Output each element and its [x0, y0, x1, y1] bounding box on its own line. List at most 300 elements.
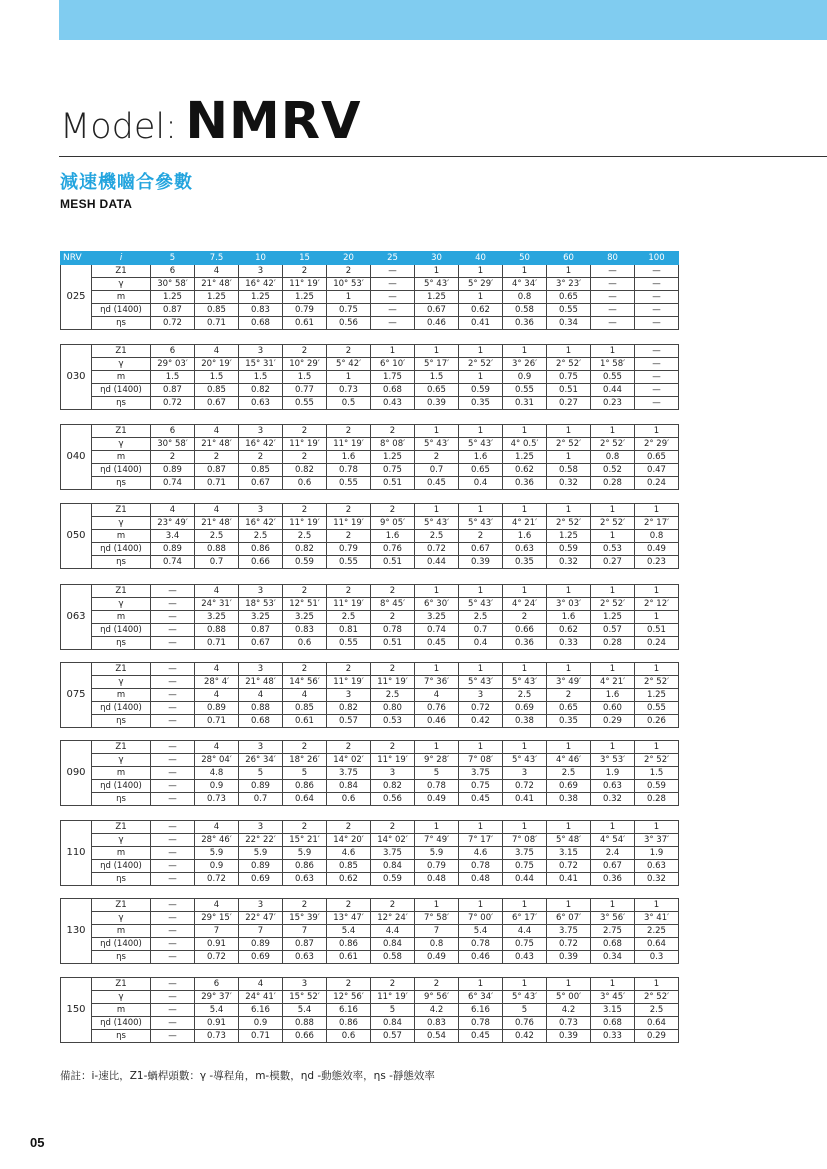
table-cell: 2: [283, 821, 327, 834]
table-cell: 0.44: [415, 556, 459, 569]
table-cell: 1.25: [283, 291, 327, 304]
table-cell: 0.23: [591, 397, 635, 410]
table-cell: 0.29: [591, 715, 635, 728]
table-cell: —: [635, 345, 679, 358]
table-row: [61, 304, 679, 317]
table-cell: —: [151, 847, 195, 860]
table-cell: 4° 46′: [547, 754, 591, 767]
table-cell: 1: [547, 821, 591, 834]
table-cell: 0.44: [503, 873, 547, 886]
table-cell: 0.72: [151, 397, 195, 410]
table-cell: 1.6: [459, 451, 503, 464]
table-cell: 0.71: [239, 1030, 283, 1043]
table-cell: 5° 17′: [415, 358, 459, 371]
table-cell: 0.55: [327, 556, 371, 569]
table-cell: 0.9: [503, 371, 547, 384]
header-ratio-20: 20: [327, 252, 371, 265]
table-cell: 2.5: [459, 611, 503, 624]
table-cell: 6° 10′: [371, 358, 415, 371]
table-cell: 1.25: [415, 291, 459, 304]
table-cell: 2.75: [591, 925, 635, 938]
row-label: m: [92, 1004, 151, 1017]
table-cell: 0.39: [547, 1030, 591, 1043]
table-cell: —: [151, 912, 195, 925]
table-cell: 0.67: [459, 543, 503, 556]
table-cell: 0.8: [415, 938, 459, 951]
header-ratio-7.5: 7.5: [195, 252, 239, 265]
table-cell: 1: [635, 741, 679, 754]
table-cell: 1: [415, 265, 459, 278]
table-cell: 0.85: [195, 304, 239, 317]
row-label: m: [92, 291, 151, 304]
table-cell: 0.73: [547, 1017, 591, 1030]
table-cell: 1: [635, 585, 679, 598]
mesh-table-050: [60, 503, 679, 569]
table-cell: 5: [503, 1004, 547, 1017]
table-cell: 1: [547, 978, 591, 991]
row-label: γ: [92, 991, 151, 1004]
row-label: γ: [92, 358, 151, 371]
table-cell: 1: [459, 265, 503, 278]
table-cell: —: [371, 291, 415, 304]
table-cell: 0.83: [283, 624, 327, 637]
table-cell: 0.28: [591, 637, 635, 650]
table-cell: 2: [547, 689, 591, 702]
table-cell: 2.5: [239, 530, 283, 543]
table-cell: 0.79: [327, 543, 371, 556]
table-cell: 30° 58′: [151, 438, 195, 451]
table-cell: 11° 19′: [327, 438, 371, 451]
table-cell: 1.25: [371, 451, 415, 464]
table-cell: 14° 20′: [327, 834, 371, 847]
row-label: γ: [92, 517, 151, 530]
table-cell: 1: [459, 978, 503, 991]
table-row: [61, 847, 679, 860]
table-cell: —: [635, 278, 679, 291]
table-cell: 6° 17′: [503, 912, 547, 925]
table-cell: 0.58: [503, 304, 547, 317]
table-cell: 2: [327, 899, 371, 912]
table-cell: 0.87: [195, 464, 239, 477]
table-cell: 8° 08′: [371, 438, 415, 451]
table-cell: 1: [459, 371, 503, 384]
table-cell: 5° 29′: [459, 278, 503, 291]
table-cell: 0.67: [239, 637, 283, 650]
table-row: [61, 689, 679, 702]
table-cell: 0.83: [415, 1017, 459, 1030]
table-cell: 0.46: [415, 715, 459, 728]
table-cell: —: [151, 624, 195, 637]
table-cell: —: [151, 689, 195, 702]
table-cell: 9° 05′: [371, 517, 415, 530]
table-cell: 29° 03′: [151, 358, 195, 371]
row-label: ηs: [92, 951, 151, 964]
table-cell: 0.69: [239, 873, 283, 886]
row-label: ηd (1400): [92, 938, 151, 951]
table-cell: 0.60: [591, 702, 635, 715]
table-cell: 0.76: [503, 1017, 547, 1030]
table-cell: 0.9: [195, 780, 239, 793]
table-cell: 3.4: [151, 530, 195, 543]
table-cell: 0.27: [547, 397, 591, 410]
row-label: ηd (1400): [92, 780, 151, 793]
table-row: [61, 637, 679, 650]
table-cell: 1: [459, 663, 503, 676]
table-cell: 1: [459, 899, 503, 912]
table-cell: 2.5: [635, 1004, 679, 1017]
table-cell: 15° 52′: [283, 991, 327, 1004]
table-cell: 0.62: [503, 464, 547, 477]
table-cell: 1: [591, 663, 635, 676]
table-cell: 0.67: [591, 860, 635, 873]
table-cell: 0.36: [503, 637, 547, 650]
table-cell: 1: [547, 451, 591, 464]
table-cell: 1: [503, 821, 547, 834]
table-cell: 0.68: [591, 1017, 635, 1030]
table-cell: 1: [503, 425, 547, 438]
table-cell: 0.28: [635, 793, 679, 806]
table-cell: 4° 21′: [591, 676, 635, 689]
row-label: ηd (1400): [92, 304, 151, 317]
table-cell: 14° 02′: [327, 754, 371, 767]
table-cell: 2.5: [415, 530, 459, 543]
table-cell: 2: [283, 741, 327, 754]
table-cell: 7° 17′: [459, 834, 503, 847]
row-label: ηs: [92, 556, 151, 569]
table-cell: —: [151, 676, 195, 689]
table-cell: —: [151, 978, 195, 991]
table-cell: 5.9: [239, 847, 283, 860]
table-cell: 2: [371, 425, 415, 438]
table-cell: —: [151, 715, 195, 728]
row-label: ηd (1400): [92, 384, 151, 397]
table-cell: 0.63: [283, 951, 327, 964]
table-cell: 3: [239, 504, 283, 517]
table-cell: 2° 52′: [635, 991, 679, 1004]
row-label: m: [92, 451, 151, 464]
subtitle-english: MESH DATA: [60, 197, 133, 211]
table-cell: 2.5: [327, 611, 371, 624]
mesh-table-025: [60, 251, 679, 330]
table-cell: 1: [371, 345, 415, 358]
page-number: 05: [30, 1135, 45, 1150]
table-cell: —: [635, 397, 679, 410]
mesh-table-030: [60, 344, 679, 410]
table-row: [61, 556, 679, 569]
table-cell: 14° 02′: [371, 834, 415, 847]
table-header-row: [61, 252, 679, 265]
table-cell: 0.61: [327, 951, 371, 964]
row-label: ηs: [92, 397, 151, 410]
table-row: [61, 585, 679, 598]
table-cell: 1.9: [635, 847, 679, 860]
table-cell: 3.25: [239, 611, 283, 624]
table-cell: 1: [591, 585, 635, 598]
table-cell: 0.41: [459, 317, 503, 330]
row-label: m: [92, 611, 151, 624]
table-cell: —: [151, 702, 195, 715]
row-label: m: [92, 847, 151, 860]
mesh-table-040: [60, 424, 679, 490]
table-cell: 12° 24′: [371, 912, 415, 925]
table-cell: 0.89: [239, 860, 283, 873]
table-cell: 15° 39′: [283, 912, 327, 925]
table-cell: 2: [371, 611, 415, 624]
table-cell: 0.26: [635, 715, 679, 728]
table-cell: 2° 52′: [591, 438, 635, 451]
row-label: m: [92, 767, 151, 780]
table-cell: 0.77: [283, 384, 327, 397]
table-cell: 0.63: [239, 397, 283, 410]
table-cell: 2: [371, 821, 415, 834]
table-cell: 1: [503, 265, 547, 278]
table-cell: 2° 52′: [591, 517, 635, 530]
table-cell: 2: [371, 899, 415, 912]
table-cell: 0.45: [415, 477, 459, 490]
table-cell: 0.91: [195, 938, 239, 951]
table-cell: 3° 41′: [635, 912, 679, 925]
table-cell: 2: [327, 741, 371, 754]
table-cell: 2: [327, 663, 371, 676]
table-row: [61, 517, 679, 530]
table-cell: 0.85: [195, 384, 239, 397]
row-label: ηs: [92, 477, 151, 490]
table-cell: 4.2: [547, 1004, 591, 1017]
table-cell: 7: [415, 925, 459, 938]
mesh-table-130: [60, 898, 679, 964]
table-row: [61, 464, 679, 477]
table-cell: 5° 43′: [503, 991, 547, 1004]
table-cell: 2° 52′: [547, 438, 591, 451]
table-cell: 0.59: [547, 543, 591, 556]
table-cell: 3: [327, 689, 371, 702]
table-cell: 0.59: [283, 556, 327, 569]
table-cell: 4: [151, 504, 195, 517]
table-cell: 0.55: [503, 384, 547, 397]
table-row: [61, 265, 679, 278]
table-cell: 0.72: [503, 780, 547, 793]
table-cell: 2: [283, 585, 327, 598]
table-cell: —: [371, 317, 415, 330]
table-cell: 6: [151, 265, 195, 278]
table-cell: 1: [591, 899, 635, 912]
table-row: [61, 291, 679, 304]
table-cell: 0.84: [327, 780, 371, 793]
table-cell: 1.25: [503, 451, 547, 464]
table-cell: 0.32: [547, 556, 591, 569]
table-cell: —: [151, 821, 195, 834]
table-cell: 0.58: [371, 951, 415, 964]
table-cell: 0.23: [635, 556, 679, 569]
table-cell: 11° 19′: [283, 438, 327, 451]
table-cell: —: [591, 265, 635, 278]
footnote: 備註：i-速比，Z1-蝸桿頭數：γ -導程角，m-模數，ηd -動態效率，ηs -靜態效率: [60, 1070, 435, 1082]
table-cell: 4: [195, 899, 239, 912]
table-row: [61, 821, 679, 834]
header-ratio-50: 50: [503, 252, 547, 265]
table-row: [61, 278, 679, 291]
size-cell: 063: [61, 585, 92, 650]
header-ratio-10: 10: [239, 252, 283, 265]
subtitle-chinese: 減速機嚙合參數: [60, 172, 193, 193]
table-cell: —: [635, 371, 679, 384]
table-cell: 1: [415, 899, 459, 912]
table-cell: 0.45: [415, 637, 459, 650]
table-cell: 0.44: [591, 384, 635, 397]
table-row: [61, 741, 679, 754]
table-cell: 0.65: [547, 291, 591, 304]
table-cell: 6° 30′: [415, 598, 459, 611]
table-cell: 1.25: [547, 530, 591, 543]
table-row: [61, 1004, 679, 1017]
table-row: [61, 978, 679, 991]
table-cell: 7: [239, 925, 283, 938]
table-cell: —: [151, 899, 195, 912]
table-cell: 2: [283, 504, 327, 517]
table-cell: 0.29: [635, 1030, 679, 1043]
table-cell: 11° 19′: [371, 754, 415, 767]
table-cell: 0.71: [195, 477, 239, 490]
table-cell: 12° 51′: [283, 598, 327, 611]
table-cell: 0.75: [547, 371, 591, 384]
table-cell: 0.82: [239, 384, 283, 397]
table-cell: —: [151, 767, 195, 780]
table-cell: 1.5: [151, 371, 195, 384]
table-cell: 0.64: [635, 938, 679, 951]
row-label: Z1: [92, 899, 151, 912]
table-row: [61, 1030, 679, 1043]
table-cell: 28° 46′: [195, 834, 239, 847]
table-cell: 15° 31′: [239, 358, 283, 371]
row-label: ηs: [92, 793, 151, 806]
table-cell: 0.48: [459, 873, 503, 886]
table-cell: 0.72: [459, 702, 503, 715]
table-cell: 0.78: [459, 860, 503, 873]
table-cell: 0.41: [503, 793, 547, 806]
table-cell: 6° 34′: [459, 991, 503, 1004]
table-cell: 0.85: [327, 860, 371, 873]
table-cell: —: [591, 317, 635, 330]
table-cell: 0.67: [195, 397, 239, 410]
model-label: Model:: [60, 107, 177, 147]
table-cell: 2: [283, 663, 327, 676]
table-cell: 0.72: [195, 951, 239, 964]
size-cell: 050: [61, 504, 92, 569]
table-cell: 0.31: [503, 397, 547, 410]
table-row: [61, 702, 679, 715]
table-cell: —: [151, 663, 195, 676]
table-row: [61, 611, 679, 624]
table-cell: —: [635, 384, 679, 397]
row-label: ηd (1400): [92, 464, 151, 477]
table-cell: 0.49: [415, 793, 459, 806]
table-cell: 3.75: [327, 767, 371, 780]
table-cell: 13° 47′: [327, 912, 371, 925]
table-cell: 1: [459, 741, 503, 754]
header-ratio: i: [92, 252, 151, 265]
table-cell: 3.15: [547, 847, 591, 860]
table-cell: 1: [547, 425, 591, 438]
table-cell: 2: [283, 899, 327, 912]
table-cell: 2: [327, 530, 371, 543]
table-cell: 2: [371, 504, 415, 517]
table-cell: 0.62: [327, 873, 371, 886]
table-cell: 0.55: [547, 304, 591, 317]
table-cell: 0.89: [239, 780, 283, 793]
table-cell: 10° 29′: [283, 358, 327, 371]
table-cell: 2: [283, 265, 327, 278]
table-cell: 2° 17′: [635, 517, 679, 530]
top-color-bar: [59, 0, 827, 40]
table-cell: 0.42: [459, 715, 503, 728]
table-row: [61, 951, 679, 964]
table-cell: 4: [195, 425, 239, 438]
table-cell: 26° 34′: [239, 754, 283, 767]
table-cell: 0.55: [635, 702, 679, 715]
table-cell: 3: [239, 741, 283, 754]
row-label: ηs: [92, 1030, 151, 1043]
table-cell: —: [151, 834, 195, 847]
table-cell: 11° 19′: [283, 517, 327, 530]
table-cell: 7: [283, 925, 327, 938]
size-cell: 040: [61, 425, 92, 490]
table-cell: 1: [415, 585, 459, 598]
row-label: γ: [92, 438, 151, 451]
row-label: ηd (1400): [92, 543, 151, 556]
table-cell: 1: [415, 741, 459, 754]
table-cell: 5.4: [195, 1004, 239, 1017]
table-cell: 0.85: [239, 464, 283, 477]
table-cell: 2: [283, 451, 327, 464]
table-cell: —: [591, 278, 635, 291]
row-label: ηd (1400): [92, 702, 151, 715]
table-cell: 4.2: [415, 1004, 459, 1017]
row-label: Z1: [92, 741, 151, 754]
table-cell: 6.16: [459, 1004, 503, 1017]
row-label: m: [92, 689, 151, 702]
table-cell: 0.66: [283, 1030, 327, 1043]
table-cell: 1: [415, 663, 459, 676]
table-cell: —: [151, 873, 195, 886]
table-cell: 6° 07′: [547, 912, 591, 925]
table-cell: 16° 42′: [239, 438, 283, 451]
table-cell: 12° 56′: [327, 991, 371, 1004]
row-label: ηd (1400): [92, 860, 151, 873]
mesh-table-063: [60, 584, 679, 650]
table-cell: 0.89: [151, 464, 195, 477]
table-cell: 0.58: [547, 464, 591, 477]
table-cell: —: [151, 637, 195, 650]
table-row: [61, 912, 679, 925]
table-row: [61, 754, 679, 767]
table-cell: 1.5: [239, 371, 283, 384]
table-cell: 4.4: [503, 925, 547, 938]
header-nrv: NRV: [61, 252, 92, 265]
table-cell: 3: [239, 663, 283, 676]
table-cell: 0.4: [459, 477, 503, 490]
table-cell: 2.5: [503, 689, 547, 702]
table-cell: 0.6: [283, 477, 327, 490]
table-cell: 0.88: [283, 1017, 327, 1030]
table-cell: 0.64: [283, 793, 327, 806]
table-cell: 11° 19′: [327, 598, 371, 611]
heading-divider: [59, 156, 827, 157]
table-cell: 4: [195, 345, 239, 358]
table-cell: 23° 49′: [151, 517, 195, 530]
table-row: [61, 397, 679, 410]
table-cell: 2.5: [195, 530, 239, 543]
table-cell: 21° 48′: [195, 438, 239, 451]
